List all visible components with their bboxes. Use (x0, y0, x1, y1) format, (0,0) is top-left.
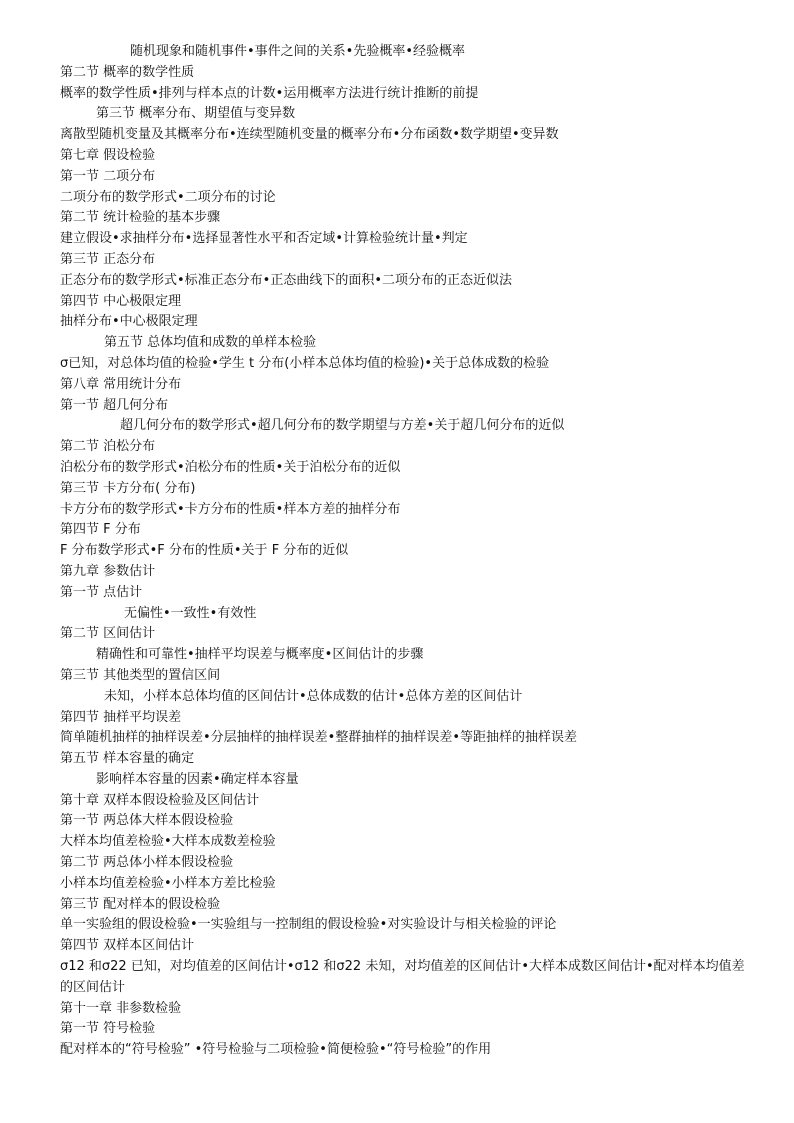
section-heading: 第一节 符号检验 (60, 1021, 156, 1037)
text-line: 二项分布的数学形式•二项分布的讨论 (60, 189, 276, 205)
text-line: 单一实验组的假设检验•一实验组与一控制组的假设检验•对实验设计与相关检验的评论 (60, 917, 557, 933)
text-line: 小样本均值差检验•小样本方差比检验 (60, 875, 276, 891)
section-heading: 第五节 总体均值和成数的单样本检验 (104, 335, 317, 351)
chapter-heading: 第十一章 非参数检验 (60, 1000, 182, 1016)
text-line: 精确性和可靠性•抽样平均误差与概率度•区间估计的步骤 (96, 647, 424, 663)
section-heading: 第一节 超几何分布 (60, 397, 169, 413)
section-heading: 第四节 抽样平均误差 (60, 709, 182, 725)
section-heading: 第三节 配对样本的假设检验 (60, 896, 221, 912)
section-heading: 第一节 二项分布 (60, 168, 156, 184)
text-line: 概率的数学性质•排列与样本点的计数•运用概率方法进行统计推断的前提 (60, 85, 479, 101)
section-heading: 第四节 F 分布 (60, 522, 141, 538)
section-heading: 第四节 中心极限定理 (60, 293, 182, 309)
text-line: σ已知，对总体均值的检验•学生 t 分布(小样本总体均值的检验)•关于总体成数的检验 (60, 355, 550, 371)
chapter-heading: 第八章 常用统计分布 (60, 376, 182, 392)
text-line: 无偏性•一致性•有效性 (124, 605, 257, 621)
section-heading: 第三节 其他类型的置信区间 (60, 667, 221, 683)
text-line: σ12 和σ22 已知，对均值差的区间估计•σ12 和σ22 未知，对均值差的区间估计•大样本成数区间估计•配对样本均值差的区间估计 (60, 959, 745, 995)
chapter-heading: 第七章 假设检验 (60, 147, 156, 163)
text-line: 大样本均值差检验•大样本成数差检验 (60, 834, 276, 850)
text-line: 泊松分布的数学形式•泊松分布的性质•关于泊松分布的近似 (60, 459, 401, 475)
section-heading: 第三节 卡方分布( 分布) (60, 480, 196, 496)
text-line: 随机现象和随机事件•事件之间的关系•先验概率•经验概率 (130, 44, 466, 59)
text-line: F 分布数学形式•F 分布的性质•关于 F 分布的近似 (60, 543, 349, 559)
text-line: 正态分布的数学形式•标准正态分布•正态曲线下的面积•二项分布的正态近似法 (60, 272, 513, 288)
chapter-heading: 第十章 双样本假设检验及区间估计 (60, 792, 260, 808)
text-line: 离散型随机变量及其概率分布•连续型随机变量的概率分布•分布函数•数学期望•变异数 (60, 127, 559, 143)
section-heading: 第四节 双样本区间估计 (60, 938, 195, 954)
section-heading: 第二节 统计检验的基本步骤 (60, 210, 221, 226)
section-heading: 第一节 两总体大样本假设检验 (60, 813, 234, 829)
section-heading: 第二节 泊松分布 (60, 439, 156, 455)
text-line: 未知，小样本总体均值的区间估计•总体成数的估计•总体方差的区间估计 (104, 688, 523, 704)
section-heading: 第三节 正态分布 (60, 251, 156, 267)
section-heading: 第二节 概率的数学性质 (60, 64, 195, 80)
section-heading: 第五节 样本容量的确定 (60, 751, 195, 767)
text-line: 超几何分布的数学形式•超几何分布的数学期望与方差•关于超几何分布的近似 (120, 418, 565, 434)
section-heading: 第二节 区间估计 (60, 626, 156, 642)
chapter-heading: 第九章 参数估计 (60, 563, 156, 579)
section-heading: 第三节 概率分布、期望值与变异数 (96, 106, 296, 122)
section-heading: 第二节 两总体小样本假设检验 (60, 855, 234, 871)
text-line: 抽样分布•中心极限定理 (60, 314, 198, 330)
text-line: 卡方分布的数学形式•卡方分布的性质•样本方差的抽样分布 (60, 501, 401, 517)
text-line: 简单随机抽样的抽样误差•分层抽样的抽样误差•整群抽样的抽样误差•等距抽样的抽样误差 (60, 730, 578, 746)
text-line: 影响样本容量的因素•确定样本容量 (96, 771, 299, 787)
text-line: 配对样本的“符号检验” •符号检验与二项检验•简便检验•“符号检验”的作用 (60, 1042, 492, 1058)
text-line: 建立假设•求抽样分布•选择显著性水平和否定域•计算检验统计量•判定 (60, 231, 468, 247)
section-heading: 第一节 点估计 (60, 584, 143, 600)
